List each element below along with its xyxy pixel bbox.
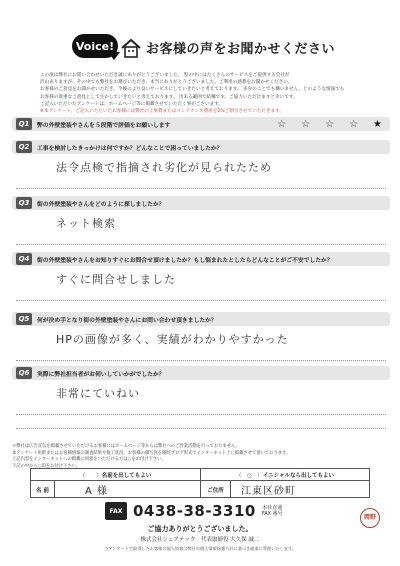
answer-line	[16, 287, 386, 301]
question-1	[12, 117, 390, 131]
name-label: 名 前	[36, 487, 49, 494]
answer-text: 法令点検で指摘され劣化が見られたため	[56, 161, 272, 174]
note-line: 本アンケート用紙またはお客様情報の調査結果や施工状況、お客様の顔写真を随時ブログ形式でインターネット上に掲載させて頂いております。	[12, 450, 291, 456]
intro-text	[40, 72, 370, 115]
fax-number: 0438-38-3310	[133, 502, 256, 520]
fax-icon: FAX	[105, 502, 127, 520]
consent-options-row	[31, 469, 369, 481]
rating-stars	[277, 117, 382, 131]
question-bar	[12, 366, 390, 380]
answer-text: 非常にていねい	[56, 387, 140, 400]
name-address-row	[31, 481, 369, 498]
question-number: Q3	[16, 197, 32, 209]
name-label-cell	[31, 481, 55, 498]
question-bar	[12, 312, 390, 326]
fax-row	[105, 500, 345, 522]
intro-line: お客様の貴重なご意見として生かしていきたいと考えております。 出来る範囲で結構です。ご協力いただけますと幸いです。	[40, 94, 298, 100]
fax-label	[262, 505, 283, 517]
question-bar	[12, 252, 390, 266]
name-value: A 様	[85, 486, 109, 497]
question-number: Q5	[16, 313, 32, 325]
question-number: Q6	[16, 367, 32, 379]
page-header	[0, 0, 400, 70]
intro-line: この度は弊社にお問い合わせいただき誠にありがとうございました。 堅の中にはたくさんのサービスをご提供する会社が	[40, 73, 290, 78]
intro-line: 沢山ありますが、その中でも弊社をお選びいただき、本当にありがとうございました。ご利用の感想をお聞かせください。	[40, 80, 293, 86]
voice-badge: Voice!	[72, 34, 118, 58]
company-name: 株式会社シェアテック 代表取締役 大久保 誠二	[140, 537, 260, 543]
address-value: 江東区砂町	[241, 486, 296, 497]
answer-line	[16, 231, 386, 245]
star-icon[interactable]: ☆	[325, 118, 335, 130]
consent-notes	[12, 444, 390, 470]
fax-label-line: 本社直通	[262, 505, 283, 511]
question-text: 何が決め手となり街の外壁塗装やさんにお問い合わせ頂きましたか？	[37, 317, 217, 324]
star-icon[interactable]: ☆	[277, 118, 287, 130]
intro-line: ご記入いただいたアンケートは、ホームページ等に掲載させていただく事がございます。	[40, 101, 224, 107]
speech-tail	[108, 52, 120, 60]
note-line: 上記内容をインターネットへの掲載に同意をいただける方は○をお付け下さい。	[12, 457, 166, 462]
answer-line	[16, 415, 386, 429]
intro-discount-note: ※本アンケート、ご記入いただいたお客様には弊社の工事費またはメンテナンス費用を2%ご割引させていただきます。	[40, 109, 284, 115]
question-text: 実際に弊社担当者がお伺いしていかがでしたか？	[37, 371, 165, 378]
option-checkbox[interactable]: （ ）	[79, 472, 102, 479]
option-initial-ok[interactable]	[201, 469, 369, 480]
consent-form	[30, 468, 370, 498]
answer-line	[16, 347, 386, 361]
address-label-cell	[201, 481, 231, 498]
thanks-text: ご協力ありがとうございました。	[147, 525, 253, 533]
address-field[interactable]	[231, 481, 369, 498]
answer-line	[16, 175, 386, 189]
question-bar	[12, 140, 390, 154]
question-4	[12, 252, 390, 301]
option-checkbox-selected[interactable]: （ ○ ）	[236, 472, 263, 479]
address-label: ご住所	[207, 487, 224, 494]
note-line: ＊弊社は広告宣伝を掲載させていただけるお客様にはホームページ等からは弊社へのご営業活動を行っておりません。	[12, 444, 240, 449]
question-text: 工事を検討したきっかけは何ですか？どんなことで困っていましたか？	[37, 145, 223, 152]
option-label: 名前を出してもよい	[101, 472, 152, 479]
answer-line	[16, 401, 386, 415]
question-bar	[12, 196, 390, 210]
answer-text: HPの画像が多く、実績がわかりやすかった	[56, 333, 289, 346]
answer-text: ネット検索	[56, 217, 116, 230]
intro-line: お客様のご意見をお聞かせいただき、今後のより良いサービスにしていきたいと考えております。 多少のことでも構いません、どのような情報でも	[40, 87, 345, 93]
question-text: 弊の外壁塗装やさんを５段階で評価をお願いします	[37, 122, 171, 129]
house-icon	[120, 38, 142, 58]
note-line: 下記の中から○印をお付け下さい。	[12, 463, 81, 469]
question-6	[12, 366, 390, 429]
question-number: Q4	[16, 253, 32, 265]
star-icon-filled[interactable]: ★	[373, 118, 382, 130]
question-2	[12, 140, 390, 189]
star-icon[interactable]: ☆	[349, 118, 359, 130]
name-field[interactable]	[55, 481, 201, 498]
question-text: 街の外壁塗装やさんをお知りすぐにお問合せ頂けましたか？もし悩まれたとしたらどんなことがご不安でしたか？	[37, 257, 333, 264]
question-5	[12, 312, 390, 361]
question-3	[12, 196, 390, 245]
question-number: Q2	[16, 141, 32, 153]
seal-stamp: 岡野	[360, 508, 380, 528]
privacy-note: 当アンケートで取得したお客様の個人情報は弊社の個人情報保護方針に基づき厳重に管理いたします。	[103, 546, 297, 551]
fax-label-line: FAX 番号	[261, 511, 283, 517]
option-name-ok[interactable]	[31, 469, 201, 480]
option-label: イニシャルなら出してもよい	[262, 472, 334, 479]
answer-text: すぐに問合せしました	[56, 273, 176, 286]
page-title: お客様の声をお聞かせください	[146, 42, 336, 57]
question-number: Q1	[16, 118, 32, 130]
question-text: 街の外壁塗装やさんをどのように探しましたか？	[37, 201, 165, 208]
star-icon[interactable]: ☆	[301, 118, 311, 130]
